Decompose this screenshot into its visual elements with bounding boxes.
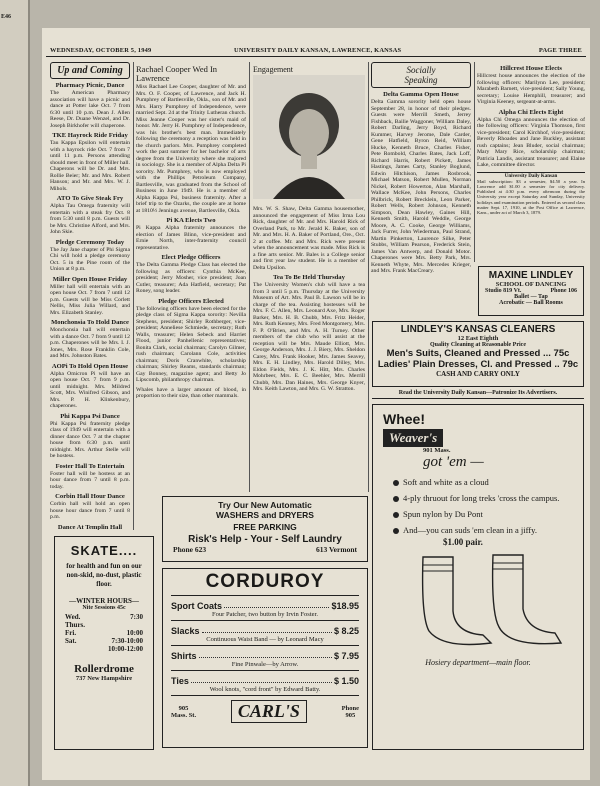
price-leader xyxy=(191,682,332,683)
lindley-sub: SCHOOL OF DANCING xyxy=(495,281,567,288)
corduroy-item-row xyxy=(171,626,359,636)
skate-title: SKATE.... xyxy=(70,543,138,558)
skate-day: Fri. xyxy=(65,629,77,637)
corduroy-item-name: Slacks xyxy=(171,626,200,636)
pika-headline: Pi KA Elects Two xyxy=(166,217,216,224)
delta-gamma-body: Delta Gamma sorority held open house September 28, in honor of their pledges. Guests were Merrill Smeth, Jerrey Fishback, Bailie Waggoner, William Daley, Robert Darling, Jerry Boyd, Richard Kummer, Harvey Jerome, Dale Carder, Gene Hatfield, Byron Reid, William Hucke, Kenneth Bruce, Charles Fisher, Pete Rombold, Charles Bates, Jack Loff, Richard Harris, Robert Pickett, James Hastings, James Carty, Stanley Boglund, Edwin Hitchison, James Rosbrook, Michael Matson, Robert Mullen, Norman Nickel, Robert Howerton, Alan Marshall, Wallace McKee, John Persons, Charles Philbrick, Robert Brecklein, Leon Parker, Robert Wells, Robert Johnson, Kenneth Simpson, Dean Hawley, Gaines Hill, Kenneth Smith, Harold Weddle, George Moore, A. C. Cooke, George Williams, Jack Furrer, John Wiederman, Paul Strand, Martin Pinkerton, Laurence Silke, Peter Stubbs, William Pearson, Frederick Stein, James Van Antwerp, and Donald Motor. Chaperones were Mrs. Betty Park, Mrs. Kenneth Whyte, Mrs. Mercedes Krieger, and Mrs. Frank MacCreary. xyxy=(371,99,471,274)
skate-hours-title: —WINTER HOURS— xyxy=(69,597,139,605)
hillcrest-headline: Hillcrest House Elects xyxy=(500,65,562,72)
engagement-column xyxy=(253,62,365,494)
previous-page-edge xyxy=(0,0,30,786)
alpha-chi-headline: Alpha Chi Elects Eight xyxy=(498,108,564,116)
corduroy-item-price: $ 7.95 xyxy=(333,651,359,661)
rachael-headline: Rachael Cooper Wed In Lawrence xyxy=(136,64,218,83)
masthead-body: Mail subscription: $3 a semester, $4.50 a year. In Lawrence add $1.00 a semester for city delivery. Published at 4:30 p.m. every afternoon during the University year except Saturday and Sunday, University holidays and examination periods. Entered as second class matter Sept. 17, 1910, at the Post Office at Lawrence, Kans., under act of March 3, 1879. xyxy=(477,178,585,216)
corduroy-item-row xyxy=(171,601,359,611)
header-page: PAGE THREE xyxy=(538,47,582,54)
cleaners-suits-price: Men's Suits, Cleaned and Pressed ... 75c xyxy=(386,348,570,359)
corduroy-item-desc: Fine Pinwale—by Arrow. xyxy=(171,661,359,671)
event-headline: Monchonsia To Hold Dance xyxy=(51,319,129,326)
pledge-officers-headline: Elect Pledge Officers xyxy=(161,254,221,261)
sigma-kappa-headline: Pledge Officers Elected xyxy=(158,297,224,305)
skate-time: 10:00-12:00 xyxy=(108,645,143,653)
event-headline: Miller Open House Friday xyxy=(52,275,128,283)
weavers-bullet xyxy=(393,493,573,503)
rachael-column xyxy=(136,62,246,524)
weavers-bullet-list xyxy=(383,477,573,535)
corduroy-item-price: $18.95 xyxy=(331,601,359,611)
corduroy-item-name: Sport Coats xyxy=(171,601,223,611)
event-headline: TKE Hayrock Ride Friday xyxy=(52,132,128,139)
laundry-parking: FREE PARKING xyxy=(233,522,297,532)
skate-schedule-row xyxy=(65,637,143,645)
masthead-title: University Daily Kansan xyxy=(477,172,585,179)
newspaper-page xyxy=(42,28,590,780)
rachael-body: Miss Rachael Lee Cooper, daughter of Mr. and Mrs. O. F. Cooper, of Lawrence, and Jack H. Pumphrey of Bartlesville, Okla., son of Mr. and Mrs. Harry Pumphrey of Independence, were married Sept. 24 at the Trinity Lutheran church. Miss Jeanne Cooper was her sister's maid of honor. Mr. Jerry H. Pumphrey of Independence, was his brother's best man. Immediately following the ceremony a reception was held in the church parlors. Mrs. Pumphrey completed work the past summer for her bachelor of arts degree from the University where she majored in sociology. She is a member of Alpha Delta Pi sorority. Mr. Pumphrey, who is now employed with the Phillips Petroleum Company, Bartlesville, was graduated from the School of Business in June 1949. He is a member of Alpha Kappa Psi, business fraternity. After a brief trip to the Ozarks, the couple are at home at 1810½ Jennings avenue, Bartlesville, Okla. xyxy=(136,84,246,214)
lindley-phone: Phone 106 xyxy=(550,288,577,294)
weavers-address: 901 Mass. xyxy=(423,447,451,454)
bullet-dot-icon xyxy=(393,528,399,534)
event-body: Miller hall will entertain with an open house Oct. 7 from 7 until 12 p.m. Guests will be Miss Corlett Nellis, Miss Julia Willard, and Mrs. Elizabeth Stanley. xyxy=(50,283,130,316)
skate-time: 7:30 xyxy=(130,613,143,621)
cleaners-quality: Quality Cleaning at Reasonable Price xyxy=(430,342,526,348)
socially-banner xyxy=(371,62,471,88)
previous-page-number: E46 xyxy=(1,14,12,20)
sigma-kappa-body: The following officers have been elected for the pledge class of Sigma Kappa sorority: Nevilla Stephens, president; Shirley Rothberger, vice-president; Anneliese Schmiede, secretary; Ruth Walls, treasurer; Helen Sebeck and Harriet Flood, junior Panhellenic representatives; Bonita Clark, social chairman; Carolyn Gilmer, rush chairman; Carolann Cole, activities chairman; Doris Cranwhite, scholarship chairman; Shirley Reams, standards chairman; Gay Bonney, magazine agent; and Betty Jo Lipscomb, philanthropy chairman. xyxy=(136,305,246,383)
weavers-bullet-text: Soft and white as a cloud xyxy=(403,477,489,487)
column-rule xyxy=(368,62,369,492)
weavers-got-em: got 'em — xyxy=(423,454,484,470)
event-headline: Foster Hall To Entertain xyxy=(55,462,125,470)
cleaners-dresses-price: Ladies' Plain Dresses, Cl. and Pressed .. 79c xyxy=(377,359,579,370)
header-date: WEDNESDAY, OCTOBER 5, 1949 xyxy=(50,47,152,54)
event-headline: Pledge Ceremony Today xyxy=(55,238,125,246)
event-body: Foster hall will be hostess at an hour dance from 7 until 8 p.m. today. xyxy=(50,470,130,490)
corduroy-item-desc: Continuous Waist Band — by Leonard Macy xyxy=(171,636,359,646)
lindley-address: Studio 819 Vt. xyxy=(485,288,522,294)
skate-time: 7:30-10:00 xyxy=(111,637,143,645)
skate-day: Wed. xyxy=(65,613,81,621)
weavers-bullet-text: 4-ply thruout for long treks 'cross the campus. xyxy=(403,493,560,503)
bullet-dot-icon xyxy=(393,496,399,502)
column-rule xyxy=(249,62,250,492)
tea-body: The University Women's club will have a tea from 3 until 5 p.m. Thursday at the University Museum of Art. Mrs. Paul B. Lawson will be in charge of the tea. Assisting hostesses will be Mrs. F. C. Allen, Mrs. Leonard Axe, Mrs. Roger Barker, Mrs. H. B. Chubb, Mrs. Fritz Heider, Mrs. Ruth Kenney, Mrs. Fred Montgomery, Mrs. F. P. O'Brien, and Mrs. A. H. Turney. Other members of the club who will assist at the reception will be Mrs. Maude Elliott, Mrs. George Anderson, Mrs. J. J. Biery, Mrs. Sheldon Carey, Mrs. Frank Hooker, Mrs. James Seavey, Mrs. E. H. Lindley, Mrs. Harold Dilley, Mrs. Eldon Fields, Mrs. J. K. Hitt, Mrs. Charles Mohrbeer, Mrs. E. C. Beehler, Mrs. Merrill Chubb, Mrs. Dan Haines, Mrs. George Knyer, Mrs. Keith Lawton, and Mrs. G. W. Stratton. xyxy=(253,282,365,392)
lindley-line1: Ballet — Tap xyxy=(514,294,548,300)
rollerdrome-skate-ad xyxy=(54,536,154,750)
corduroy-item-row xyxy=(171,651,359,661)
skate-schedule xyxy=(55,611,153,655)
event-body: Phi Kappa Psi fraternity pledge class of 1949 will entertain with a dinner dance Oct. 7 at the chapter house from 6:30 p.m. until midnight. Mrs. Arthur Stelle will be hostess. xyxy=(50,420,130,459)
carls-corduroy-ad xyxy=(162,568,368,748)
event-body: Tau Kappa Epsilon will entertain with a hayrock ride Oct. 7 from 7 until 11 p.m. Persons attending should meet in front of Miller hall. Chaperons will be Dr. and Mrs. Rollie Beier; Mr. and Mrs. Robert Hanson; and Mr. and Mrs. W. J. Mihols. xyxy=(50,140,130,192)
event-body: Alpha Tau Omega fraternity will entertain with a steak fry Oct. 8 from 5:30 until 8 p.m. Guests will be Mrs. Christine Alford, and Mrs. John Skie. xyxy=(50,203,130,235)
bullet-dot-icon xyxy=(393,480,399,486)
laundry-address: 613 Vermont xyxy=(315,545,357,554)
event-body: Alpha Omicron Pi will have an open house Oct. 7 from 9 p.m. until midnight. Mrs. Mildred Scott, Mrs. Winifred Gibson, and Mrs. P. H. Klinkenbury, chaperones. xyxy=(50,370,130,409)
up-and-coming-title: Up and Coming xyxy=(57,65,123,76)
weavers-bullet-text: Spun nylon by Du Pont xyxy=(403,509,483,519)
column-rule xyxy=(133,62,134,530)
event-headline: Pharmacy Picnic, Dance xyxy=(55,82,125,89)
corduroy-item-name: Ties xyxy=(171,676,189,686)
laundry-phone: Phone 623 xyxy=(173,545,207,554)
weavers-bullet xyxy=(393,525,573,535)
up-and-coming-banner xyxy=(50,62,130,79)
event-headline: ATO To Give Steak Fry xyxy=(56,195,124,202)
up-and-coming-column xyxy=(50,62,130,530)
lindley-line2: Acrobatic — Ball Rooms xyxy=(499,300,563,306)
laundry-name: Risk's Help - Your - Self Laundry xyxy=(188,534,342,545)
skate-schedule-row xyxy=(65,621,143,629)
laundry-washers: WASHERS and DRYERS xyxy=(216,510,314,520)
price-leader xyxy=(199,657,332,658)
corduroy-item-row xyxy=(171,676,359,686)
event-headline: Dance At Templin Hall xyxy=(57,523,123,530)
carls-logo: CARL'S xyxy=(231,700,307,723)
page-header xyxy=(46,45,586,57)
corduroy-item-name: Shirts xyxy=(171,651,197,661)
weavers-price: $1.00 pair. xyxy=(443,537,483,547)
up-and-coming-list xyxy=(50,82,130,530)
hillcrest-column xyxy=(477,62,585,262)
event-body: The Jay Jane chapter of Phi Sigma Chi will hold a pledge ceremony Oct. 5 in the Pine room of the Union at 8 p.m. xyxy=(50,246,130,272)
event-body: Monchonsia hall will entertain with a dance Oct. 7 from 9 until 12 p.m. Chaperones will be Mrs. I. J. Jones, Mrs. Rose Franklin Cole, and Mrs. Johnston Bates. xyxy=(50,327,130,359)
weavers-whee: Whee! xyxy=(383,411,425,427)
whales-filler: Whales have a larger amount of blood, in proportion to their size, than other mammals. xyxy=(136,386,246,399)
skate-schedule-row xyxy=(65,645,143,653)
corduroy-item-price: $ 8.25 xyxy=(333,626,359,636)
event-body: The American Pharmacy association will have a picnic and dance at Potter lake Oct. 7 from 6:30 until 10 p.m. Dean J. Allen Reese, Dr. Duane Wenzel, and Dr. Joseph Birkhofer will chaperone. xyxy=(50,90,130,129)
header-paper: UNIVERSITY DAILY KANSAN, LAWRENCE, KANSAS xyxy=(234,47,402,54)
laundry-try: Try Our New Automatic xyxy=(218,500,312,510)
rollerdrome-address: 737 New Hampshire xyxy=(75,675,133,682)
read-the-kansan-line: Read the University Daily Kansan—Patronize Its Advertisers. xyxy=(372,390,584,399)
corduroy-title: CORDUROY xyxy=(171,571,359,596)
socks-illustration xyxy=(383,551,573,651)
price-leader xyxy=(224,607,329,608)
lindley-name: MAXINE LINDLEY xyxy=(488,270,574,281)
weavers-logo: Weaver's xyxy=(383,429,443,447)
rollerdrome-name: Rollerdrome xyxy=(74,663,134,675)
corduroy-item-desc: Four Patcher, two button by Irvin Foster. xyxy=(171,611,359,621)
alpha-chi-body: Alpha Chi Omega announces the election of the following officers: Virginia Thomson, first vice-president; Carol Kirchhof, vice-president; Beverly Rhoades and Jane Buckley, assistant rush captains; Jean Bluder, social chairman; Mary Mary Rice, scholarship chairman; Patricia Landis, assistant treasurer; and Elaine Lake, committee director. xyxy=(477,116,585,168)
skate-day: Thurs. xyxy=(65,621,86,629)
event-body: Corbin hall will hold an open house hour dance from 7 until 8 p.m. xyxy=(50,501,130,520)
weavers-bullet xyxy=(393,509,573,519)
weavers-hosiery-ad xyxy=(372,404,584,750)
cleaners-cash: CASH AND CARRY ONLY xyxy=(436,370,520,378)
weavers-footer: Hosiery department—main floor. xyxy=(425,658,531,667)
weavers-bullet-text: And—you can suds 'em clean in a jiffy. xyxy=(403,525,537,535)
socially-title: Socially xyxy=(406,65,436,75)
event-headline: Phi Kappa Psi Dance xyxy=(60,412,120,420)
skate-time: 10:00 xyxy=(126,629,143,637)
speaking-title: Speaking xyxy=(404,75,438,85)
cleaners-address: 12 East Eighth xyxy=(457,335,499,342)
pika-body: Pi Kappa Alpha fraternity announces the election of James Blinn, vice-president and Ernie North, inter-fraternity council representative. xyxy=(136,225,246,251)
kansas-cleaners-ad xyxy=(372,321,584,387)
event-headline: AOPi To Hold Open House xyxy=(51,362,129,370)
skate-schedule-row xyxy=(65,613,143,621)
corduroy-item-desc: Wool knots, "cord front" by Edward Batty. xyxy=(171,686,359,696)
delta-gamma-headline: Delta Gamma Open House xyxy=(383,91,459,98)
skate-price: Nite Sessions 45c xyxy=(82,605,126,611)
tea-headline: Tea To Be Held Thursday xyxy=(273,274,345,281)
skate-schedule-row xyxy=(65,629,143,637)
pledge-officers-body: The Delta Gamma Pledge Class has elected the following as officers: Cynthia McKee, president; Jerry Mosher, vice president; Joan Cutler, treasurer; Ada Hatfield, secretary; Pat Roney, song leader. xyxy=(136,262,246,294)
event-headline: Corbin Hall Hour Dance xyxy=(55,493,125,500)
carls-phone-label: Phone xyxy=(341,704,359,712)
corduroy-items xyxy=(171,601,359,696)
price-leader xyxy=(202,632,332,633)
carls-phone-number: 905 xyxy=(345,711,356,719)
carls-address-street: Mass. St. xyxy=(171,711,197,719)
engagement-portrait-photo xyxy=(253,75,365,199)
cleaners-name: LINDLEY'S KANSAS CLEANERS xyxy=(400,324,556,335)
bullet-dot-icon xyxy=(393,512,399,518)
engagement-headline: Engagement xyxy=(253,65,293,74)
weavers-bullet xyxy=(393,477,573,487)
lindley-dance-ad xyxy=(478,266,584,316)
corduroy-item-price: $ 1.50 xyxy=(333,676,359,686)
carls-address-number: 905 xyxy=(178,704,189,712)
column-rule xyxy=(474,62,475,262)
hillcrest-body: Hillcrest house announces the election of the following officers: Marilynn Lee, president; Marabeth Barnett, vice-president; Sally Young, secretary; Louise Hemphill, treasurer; and Virginia Keeney, sergeant-at-arms. xyxy=(477,73,585,105)
skate-tagline: for health and fun on our non-skid, no-dust, plastic floor. xyxy=(66,562,142,588)
risks-laundry-ad xyxy=(162,496,368,562)
engagement-caption: Mrs. W. S. Shaw, Delta Gamma housemother, announced the engagement of Miss Irma Lou Rick, daughter of Mr. and Mrs. Harold Rick of Overland Park, to Mr. Jerald K. Baker, son of Mr. and Mrs. H. A. Baker of Portland, Ore., Oct. 2 at coffee. Mr. and Mrs. Rick were present when the announcement was made. Miss Rick is a fine arts senior. Mr. Bales is a College senior and first year law student. He is a member of Delta Upsilon. xyxy=(253,206,365,271)
skate-day: Sat. xyxy=(65,637,77,645)
